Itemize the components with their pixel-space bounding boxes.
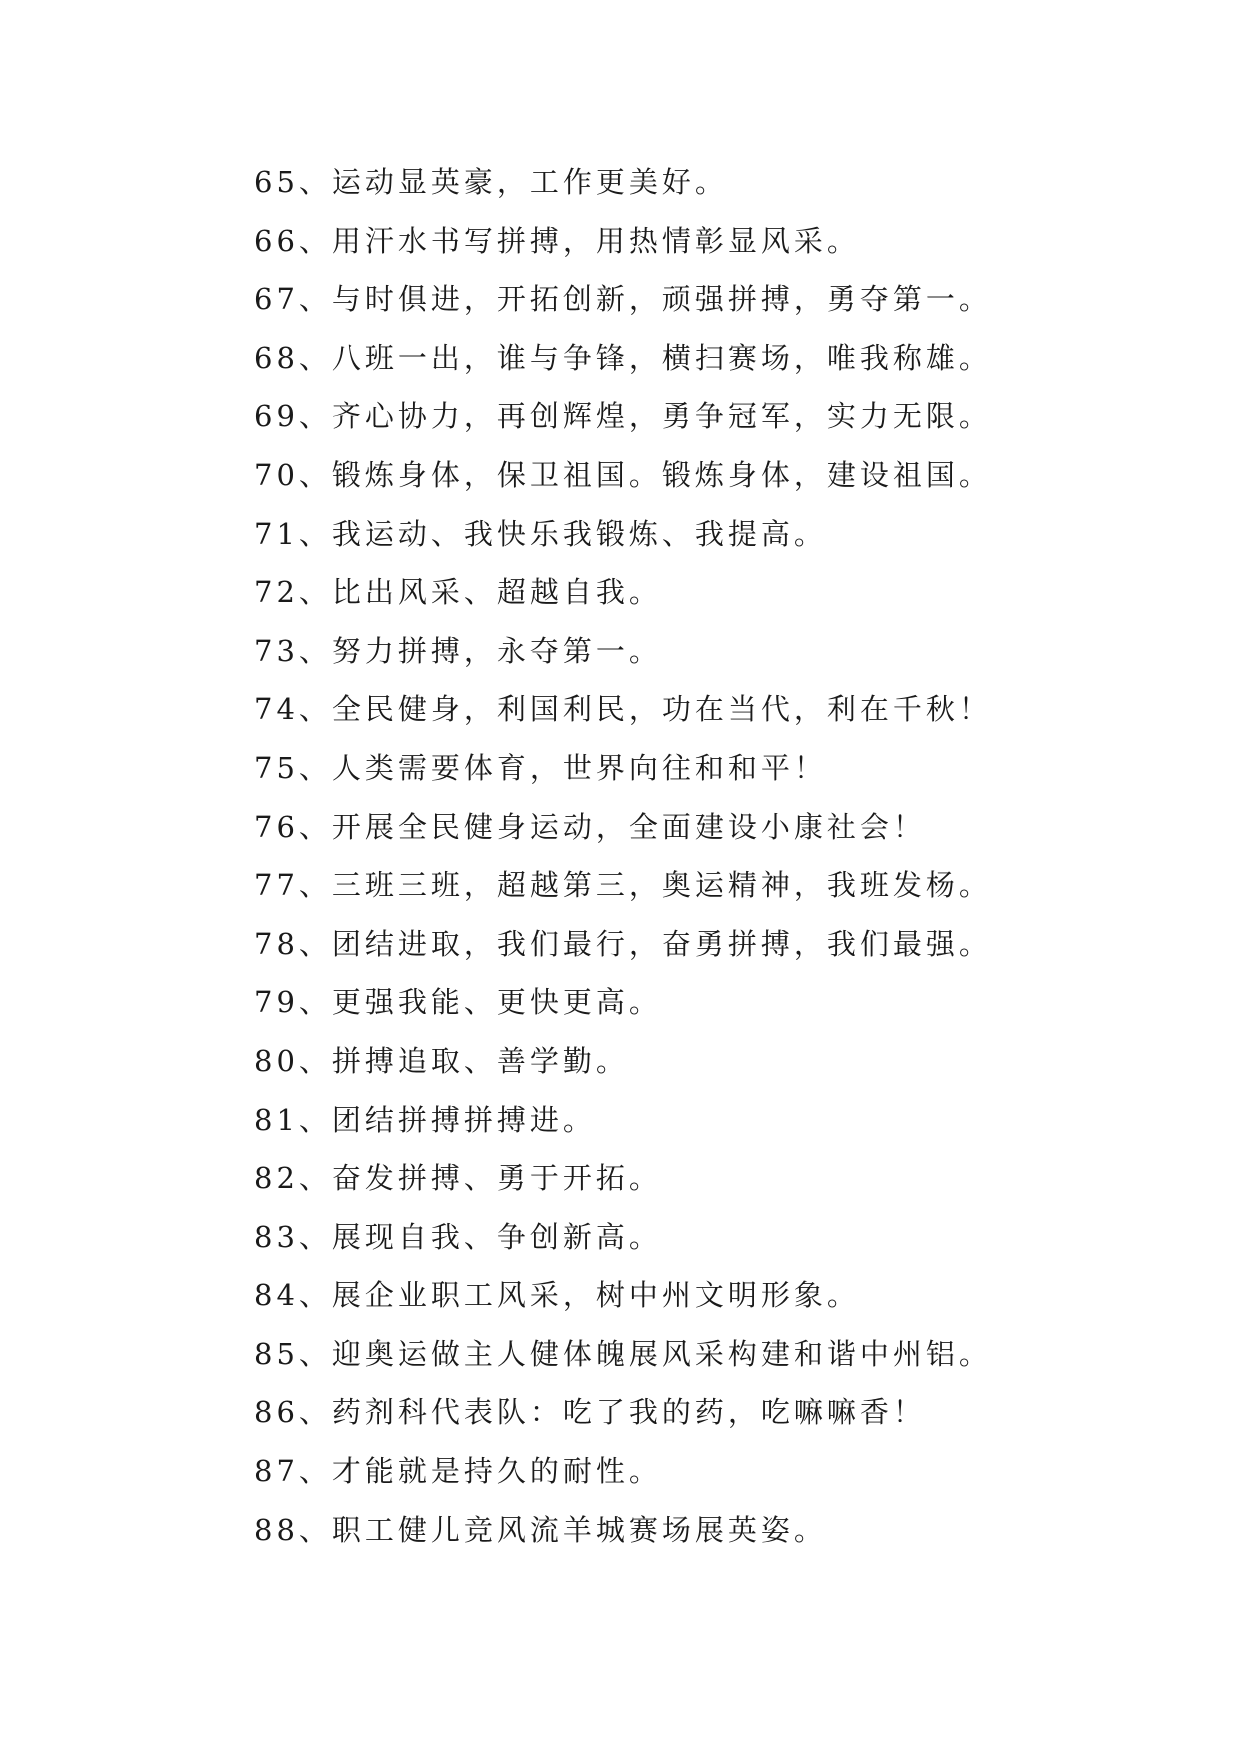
slogan-line: 71、我运动、我快乐我锻炼、我提高。 (254, 516, 827, 551)
slogan-line: 78、团结进取，我们最行，奋勇拼搏，我们最强。 (254, 926, 992, 961)
slogan-line: 81、团结拼搏拼搏进。 (254, 1102, 596, 1137)
slogan-line: 68、八班一出，谁与争锋，横扫赛场，唯我称雄。 (254, 340, 992, 375)
slogan-line: 88、职工健儿竞风流羊城赛场展英姿。 (254, 1512, 827, 1547)
slogan-line: 79、更强我能、更快更高。 (254, 985, 662, 1020)
slogan-line: 84、展企业职工风采，树中州文明形象。 (254, 1278, 860, 1313)
slogan-line: 74、全民健身，利国利民，功在当代，利在千秋！ (254, 692, 992, 727)
slogan-line: 87、才能就是持久的耐性。 (254, 1454, 662, 1489)
slogan-line: 69、齐心协力，再创辉煌，勇争冠军，实力无限。 (254, 399, 992, 434)
slogan-line: 76、开展全民健身运动，全面建设小康社会！ (254, 809, 926, 844)
slogan-list (254, 162, 1154, 1568)
slogan-line: 83、展现自我、争创新高。 (254, 1219, 662, 1254)
slogan-line: 72、比出风采、超越自我。 (254, 575, 662, 610)
slogan-line: 75、人类需要体育，世界向往和和平！ (254, 750, 827, 785)
slogan-line: 80、拼搏追取、善学勤。 (254, 1043, 629, 1078)
slogan-line: 73、努力拼搏，永夺第一。 (254, 633, 662, 668)
slogan-line: 65、运动显英豪，工作更美好。 (254, 165, 728, 199)
slogan-line: 85、迎奥运做主人健体魄展风采构建和谐中州铝。 (254, 1336, 992, 1371)
slogan-line: 82、奋发拼搏、勇于开拓。 (254, 1161, 662, 1196)
slogan-line: 77、三班三班，超越第三，奥运精神，我班发杨。 (254, 868, 992, 903)
slogan-line: 67、与时俱进，开拓创新，顽强拼搏，勇夺第一。 (254, 282, 992, 317)
slogan-line: 66、用汗水书写拼搏，用热情彰显风采。 (254, 223, 860, 258)
slogan-line: 70、锻炼身体，保卫祖国。锻炼身体，建设祖国。 (254, 457, 992, 492)
slogan-line: 86、药剂科代表队：吃了我的药，吃嘛嘛香！ (254, 1395, 926, 1430)
